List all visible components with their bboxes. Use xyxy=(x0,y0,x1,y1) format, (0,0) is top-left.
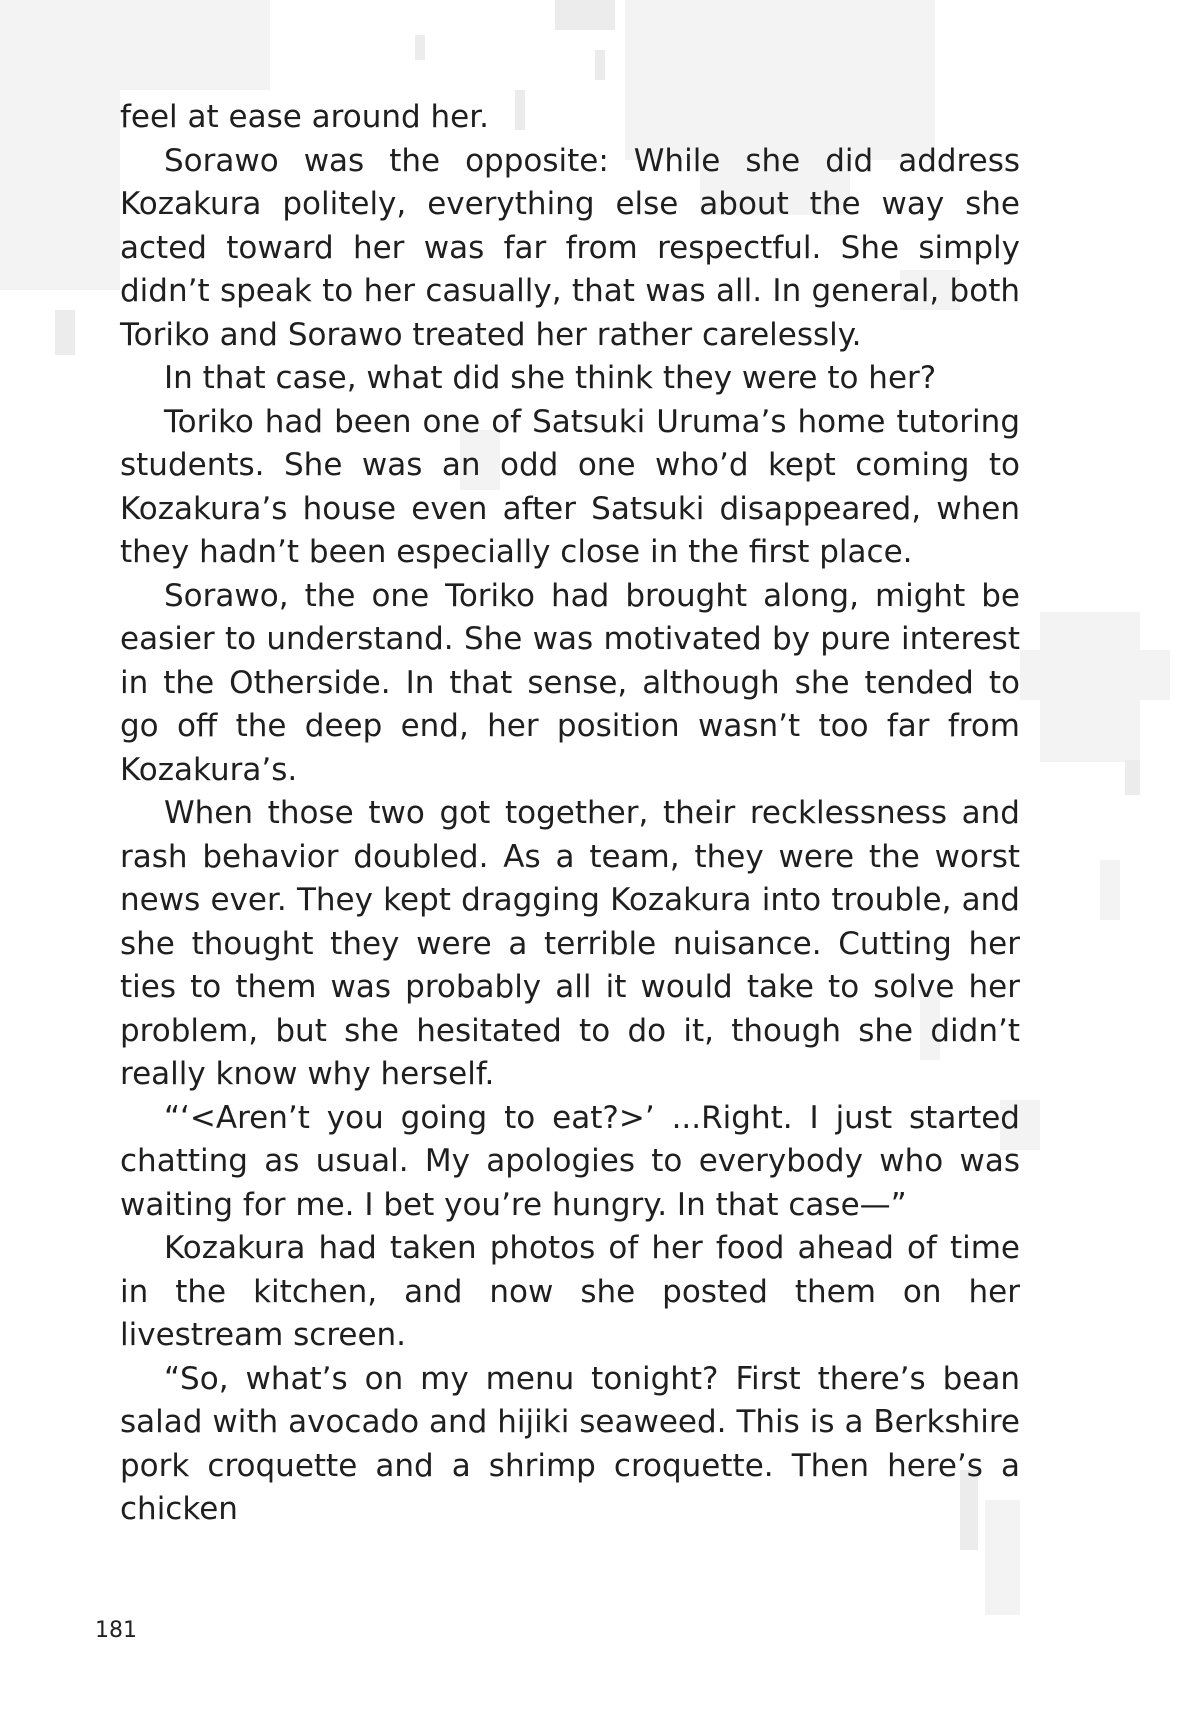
bg-block xyxy=(555,0,615,30)
body-text xyxy=(120,96,1020,1532)
bg-block xyxy=(415,35,425,60)
paragraph: In that case, what did she think they were to her? xyxy=(164,360,937,396)
paragraph: “‘<Aren’t you going to eat?>’ ...Right. I just started chatting as usual. My apologies to everybody who was waiting for me. I bet you’re hungry. In that case—” xyxy=(120,1099,1020,1223)
paragraph: Toriko had been one of Satsuki Uruma’s home tutoring students. She was an odd one who’d kept coming to Kozakura’s house even after Satsuki disappeared, when they hadn’t been especially close in the first place. xyxy=(120,403,1020,570)
paragraph: Sorawo was the opposite: While she did address Kozakura politely, everything else about the way she acted toward her was far from respectful. She simply didn’t speak to her casually, that was all. In general, both Toriko and Sorawo treated her rather carelessly. xyxy=(120,142,1020,353)
bg-block xyxy=(55,310,75,355)
paragraph: When those two got together, their recklessness and rash behavior doubled. As a team, they were the worst news ever. They kept dragging Kozakura into trouble, and she thought they were a terrible nuisance. Cutting her ties to them was probably all it would take to solve her problem, but she hesitated to do it, though she didn’t really know why herself. xyxy=(120,795,1020,1092)
paragraph: Sorawo, the one Toriko had brought along, might be easier to understand. She was motivated by pure interest in the Otherside. In that sense, although she tended to go off the deep end, her position wasn’t too far from Kozakura’s. xyxy=(120,577,1020,788)
bg-block xyxy=(30,40,270,90)
bg-block xyxy=(1020,650,1170,700)
bg-block xyxy=(1125,760,1140,795)
paragraph: “So, what’s on my menu tonight? First there’s bean salad with avocado and hijiki seaweed. This is a Berkshire pork croquette and a shrimp croquette. Then here’s a chicken xyxy=(120,1360,1020,1527)
bg-block xyxy=(1100,860,1120,920)
bg-block xyxy=(595,50,605,80)
page-number: 181 xyxy=(95,1618,137,1643)
paragraph: feel at ease around her. xyxy=(120,99,490,135)
paragraph: Kozakura had taken photos of her food ahead of time in the kitchen, and now she posted them on her livestream screen. xyxy=(120,1230,1020,1353)
